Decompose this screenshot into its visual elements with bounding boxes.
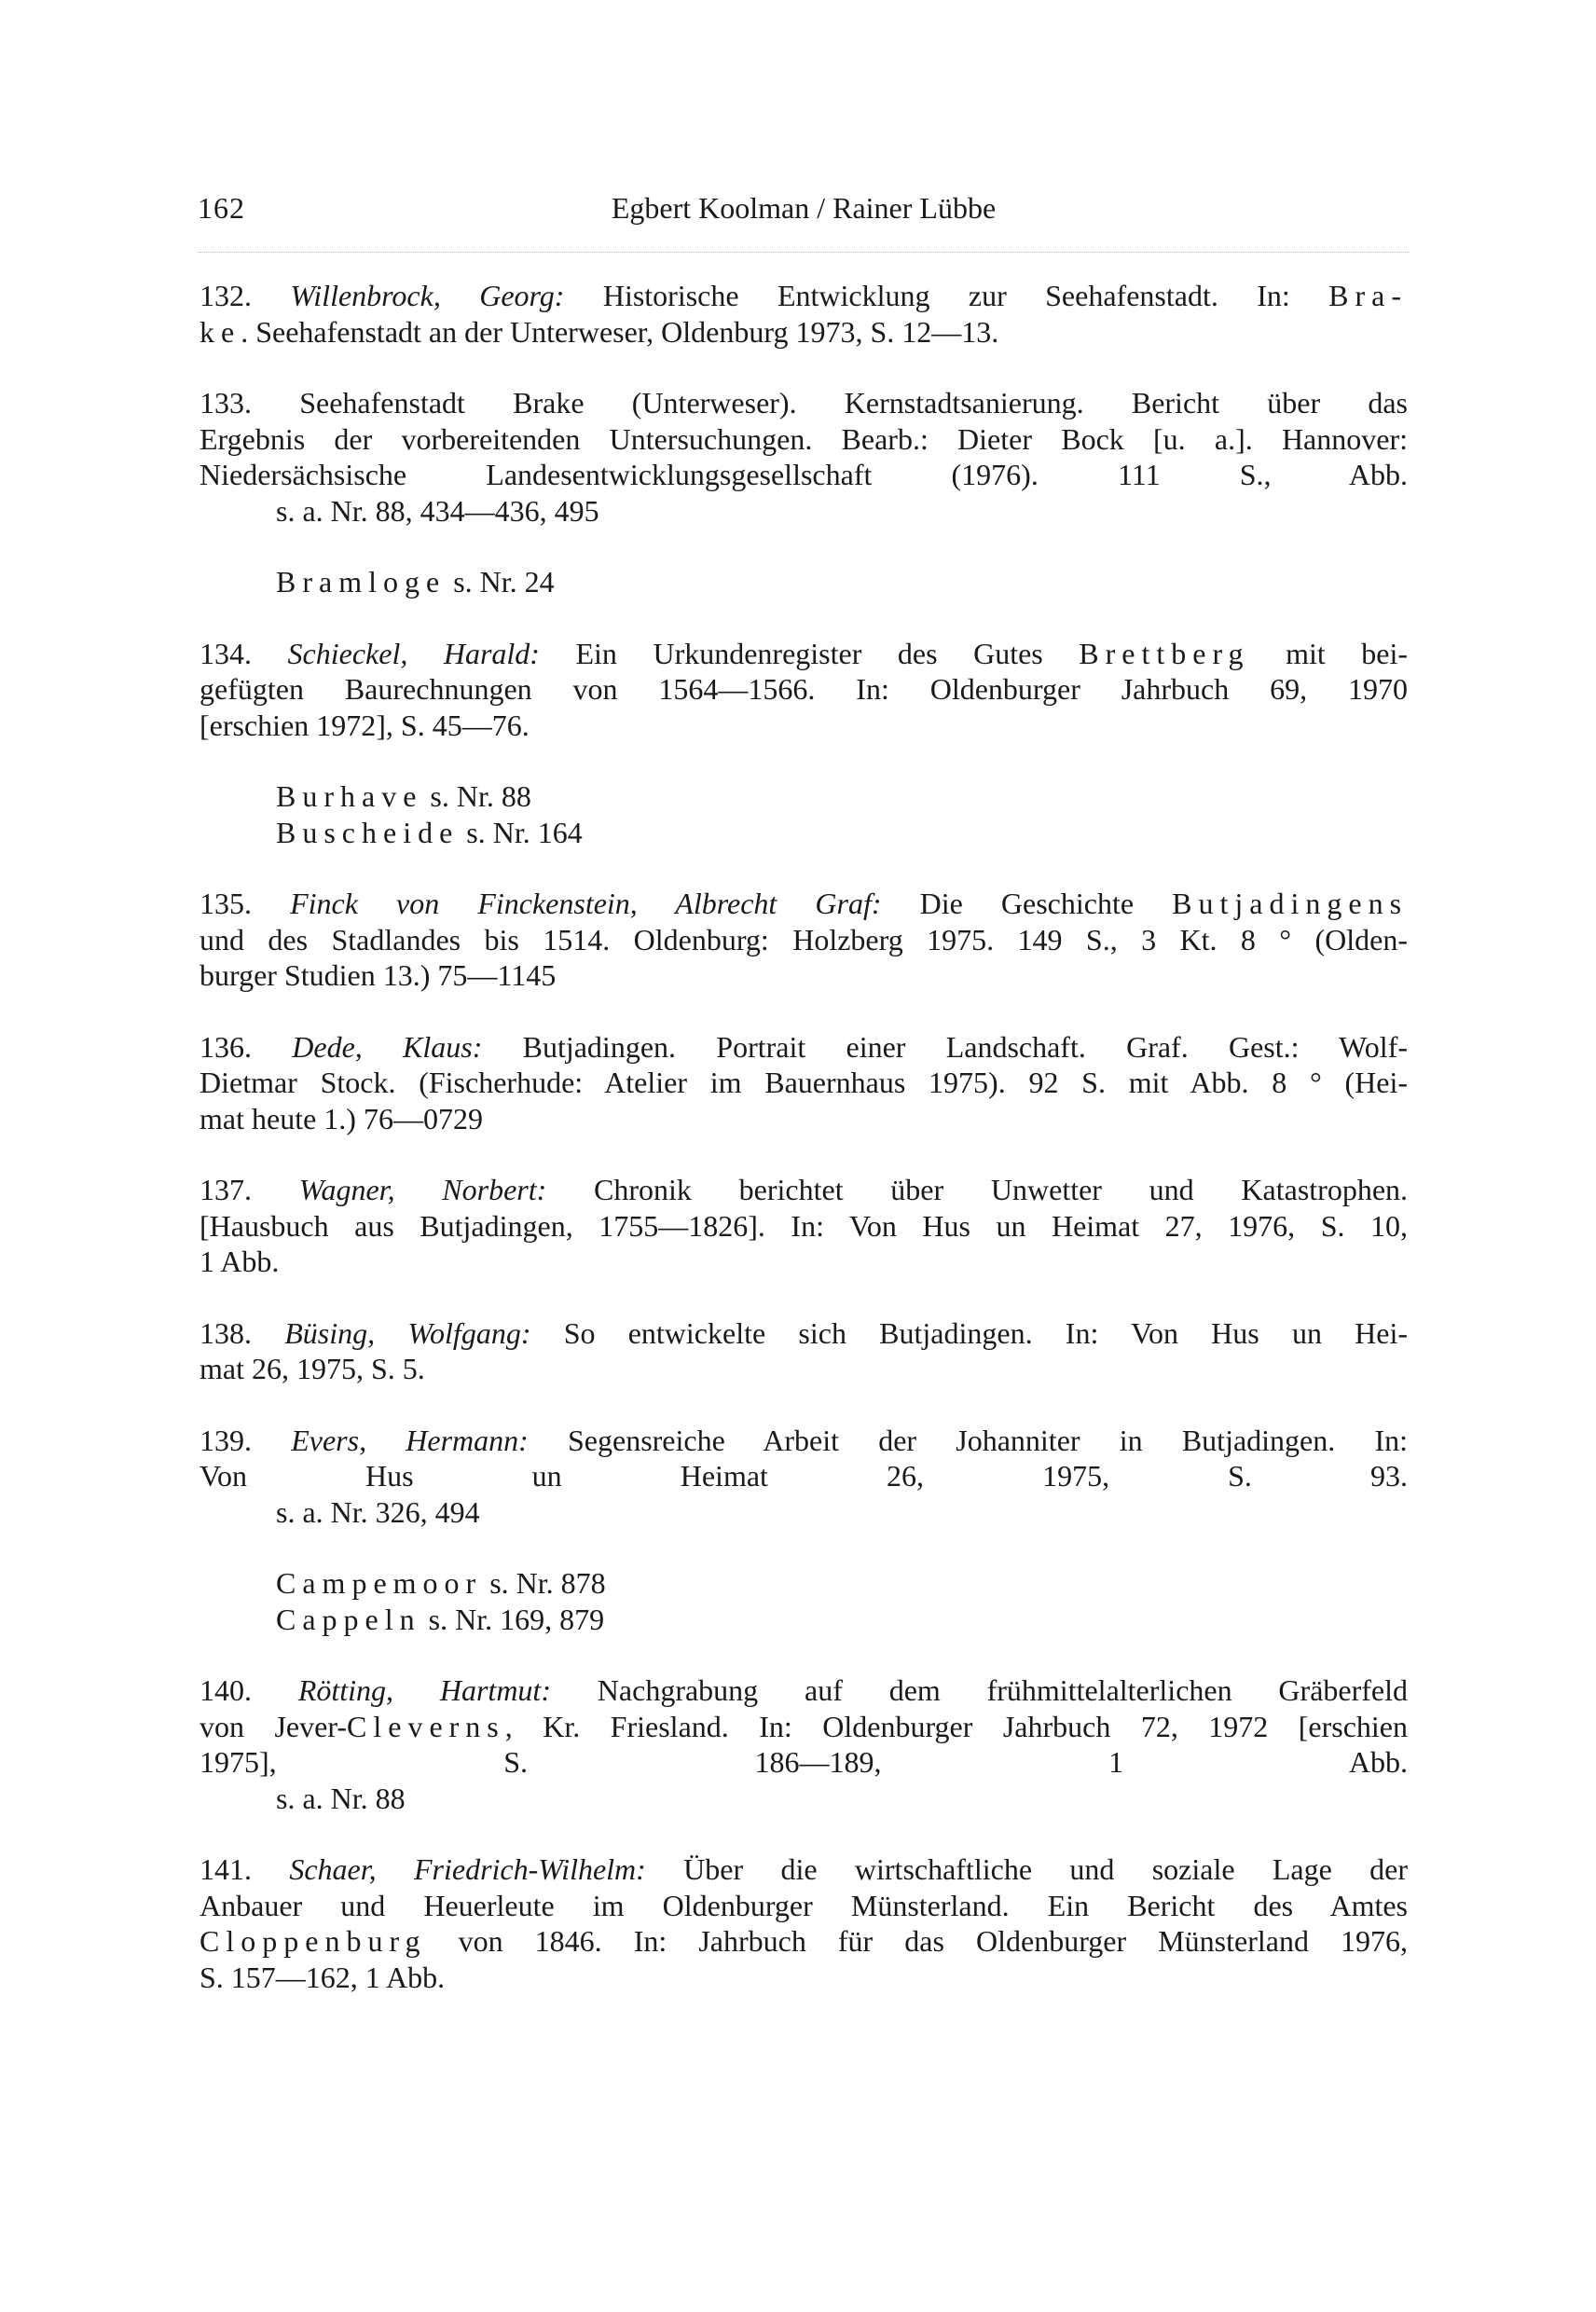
text-run: Niedersächsische Landesentwicklungsgesellschaft (1976). 111 S., Abb. [200, 458, 1408, 491]
see-also-text: s. a. Nr. 88 [276, 1781, 406, 1815]
entry-line [276, 1602, 1408, 1638]
text-run: [Hausbuch aus Butjadingen, 1755—1826]. In: Von Hus un Heimat 27, 1976, S. 10, [200, 1208, 1408, 1243]
running-title: Egbert Koolman / Rainer Lübbe [611, 191, 997, 225]
text-run: s. Nr. 24 [446, 565, 555, 599]
bibliography-entry [200, 636, 1408, 744]
place-name: Campemoor [276, 1566, 483, 1600]
text-run: 139. [200, 1423, 292, 1457]
cross-reference [200, 564, 1408, 600]
text-run: und des Stadlandes bis 1514. Oldenburg: Holzberg 1975. 149 S., 3 Kt. 8 ° (Olden- [200, 922, 1408, 956]
text-run: 1975], S. 186—189, 1 Abb. [200, 1745, 1408, 1779]
bibliography-entry [200, 1851, 1408, 1995]
place-name: Cappeln [276, 1602, 421, 1636]
place-name: Brettberg [1079, 636, 1250, 670]
cross-reference [200, 1565, 1408, 1637]
entry-line [200, 922, 1408, 958]
text-run: Ergebnis der vorbereitenden Untersuchungen. Bearb.: Dieter Bock [u. a.]. Hannover: [200, 421, 1408, 456]
author-name: Rötting, Hartmut: [297, 1673, 551, 1707]
place-name: Butjadingens [1172, 887, 1409, 920]
text-run: 135. [200, 887, 291, 920]
entry-line [200, 457, 1408, 493]
text-run: Butjadingen. Portrait einer Landschaft. Graf. Gest.: Wolf- [482, 1029, 1409, 1064]
text-run: , Kr. Friesland. In: Oldenburger Jahrbuch 72, 1972 [erschien [504, 1709, 1409, 1743]
text-run: So entwickelte sich Butjadingen. In: Von Hus un Hei- [530, 1315, 1409, 1350]
page-header [198, 191, 1410, 247]
entry-line [200, 708, 1408, 744]
entry-line [200, 1851, 1408, 1888]
text-run: Segensreiche Arbeit der Johanniter in Butjadingen. In: [528, 1423, 1409, 1457]
bibliography-entry [200, 1423, 1408, 1531]
text-run: 140. [200, 1673, 298, 1707]
entry-line [200, 1065, 1408, 1101]
bibliography-entry [200, 1672, 1408, 1816]
text-run: gefügten Baurechnungen von 1564—1566. In: Oldenburger Jahrbuch 69, 1970 [200, 672, 1408, 706]
cross-reference [200, 778, 1408, 850]
text-run: 138. [200, 1315, 285, 1350]
see-also-line [200, 1494, 1408, 1531]
place-name: Burhave [276, 779, 423, 813]
author-name: Evers, Hermann: [291, 1423, 529, 1457]
entry-line [200, 1172, 1408, 1208]
author-name: Büsing, Wolfgang: [284, 1315, 531, 1350]
text-run: 141. [200, 1852, 290, 1886]
bibliography-entry [200, 278, 1408, 350]
entry-line [200, 1458, 1408, 1494]
text-run: s. Nr. 164 [459, 815, 583, 849]
text-run: Von Hus un Heimat 26, 1975, S. 93. [200, 1459, 1408, 1493]
entry-line [200, 1744, 1408, 1781]
place-name: Cloppenburg [200, 1924, 427, 1958]
bibliography-entry [200, 886, 1408, 994]
text-run: Über die wirtschaftliche und soziale Lage der [645, 1852, 1409, 1886]
place-name: Cleverns [347, 1709, 505, 1743]
text-run: mat 26, 1975, S. 5. [200, 1352, 425, 1385]
text-run: mat heute 1.) 76—0729 [200, 1101, 483, 1135]
see-also-text: s. a. Nr. 88, 434—436, 495 [276, 493, 599, 528]
text-run: 134. [200, 636, 288, 670]
text-run: Historische Entwicklung zur Seehafenstadt. In: [564, 279, 1329, 312]
header-rule [198, 252, 1410, 253]
entry-line [200, 421, 1408, 458]
entry-line [200, 1672, 1408, 1709]
see-also-line [200, 1781, 1408, 1817]
entry-line [200, 385, 1408, 421]
text-run: von Jever- [200, 1709, 347, 1743]
text-run: . Seehafenstadt an der Unterweser, Oldenburg 1973, S. 12—13. [241, 314, 999, 349]
text-run: S. 157—162, 1 Abb. [200, 1960, 446, 1994]
text-run: 136. [200, 1029, 293, 1064]
entry-line [200, 1244, 1408, 1280]
author-name: Finck von Finckenstein, Albrecht Graf: [290, 887, 882, 920]
bibliography-entry [200, 1029, 1408, 1137]
text-run: burger Studien 13.) 75—1145 [200, 958, 557, 992]
text-run: Dietmar Stock. (Fischerhude: Atelier im Bauernhaus 1975). 92 S. mit Abb. 8 ° (Hei- [200, 1066, 1408, 1099]
bibliography-list [200, 278, 1408, 2030]
text-run: s. Nr. 169, 879 [420, 1602, 605, 1636]
text-run: 132. [200, 279, 291, 312]
entry-line [276, 778, 1408, 815]
text-run: von 1846. In: Jahrbuch für das Oldenburger Münsterland 1976, [426, 1924, 1408, 1958]
entry-line [200, 957, 1408, 994]
author-name: Wagner, Norbert: [298, 1173, 547, 1206]
place-name: Bra- [1328, 279, 1409, 312]
text-run: 133. Seehafenstadt Brake (Unterweser). Kernstadtsanierung. Bericht über das [200, 386, 1408, 420]
entry-line [200, 671, 1408, 708]
entry-line [276, 815, 1408, 851]
entry-line [200, 1423, 1408, 1459]
entry-line [200, 1208, 1408, 1245]
text-run: 137. [200, 1173, 299, 1206]
entry-line [200, 1923, 1408, 1960]
see-also-line [200, 493, 1408, 530]
entry-line [276, 564, 1408, 600]
bibliography-entry [200, 1315, 1408, 1387]
text-run: Die Geschichte [881, 887, 1173, 920]
text-run: Chronik berichtet über Unwetter und Katastrophen. [546, 1173, 1409, 1206]
entry-line [200, 636, 1408, 672]
entry-line [276, 1565, 1408, 1602]
entry-line [200, 1101, 1408, 1137]
entry-line [200, 278, 1408, 314]
place-name: Bramloge [276, 565, 447, 599]
text-run: [erschien 1972], S. 45—76. [200, 708, 530, 742]
text-run: 1 Abb. [200, 1245, 280, 1278]
text-run: Anbauer und Heuerleute im Oldenburger Münsterland. Ein Bericht des Amtes [200, 1888, 1408, 1922]
place-name: Buscheide [276, 815, 460, 849]
entry-line [200, 1888, 1408, 1924]
see-also-text: s. a. Nr. 326, 494 [276, 1494, 480, 1529]
entry-line [200, 1315, 1408, 1352]
text-run: s. Nr. 88 [422, 779, 531, 813]
text-run: mit bei- [1249, 636, 1409, 670]
author-name: Willenbrock, Georg: [290, 279, 565, 312]
entry-line [200, 886, 1408, 922]
place-name: ke [200, 314, 241, 349]
bibliography-entry [200, 385, 1408, 529]
entry-line [200, 1029, 1408, 1066]
text-run: Ein Urkundenregister des Gutes [539, 636, 1080, 670]
author-name: Schieckel, Harald: [287, 636, 540, 670]
bibliography-entry [200, 1172, 1408, 1280]
entry-line [200, 314, 1408, 351]
entry-line [200, 1351, 1408, 1387]
page-number: 162 [198, 191, 245, 225]
text-run: Nachgrabung auf dem frühmittelalterlichen Gräberfeld [550, 1673, 1409, 1707]
entry-line [200, 1960, 1408, 1996]
author-name: Schaer, Friedrich-Wilhelm: [289, 1852, 646, 1886]
entry-line [200, 1709, 1408, 1745]
author-name: Dede, Klaus: [292, 1029, 483, 1064]
text-run: s. Nr. 878 [482, 1566, 606, 1600]
